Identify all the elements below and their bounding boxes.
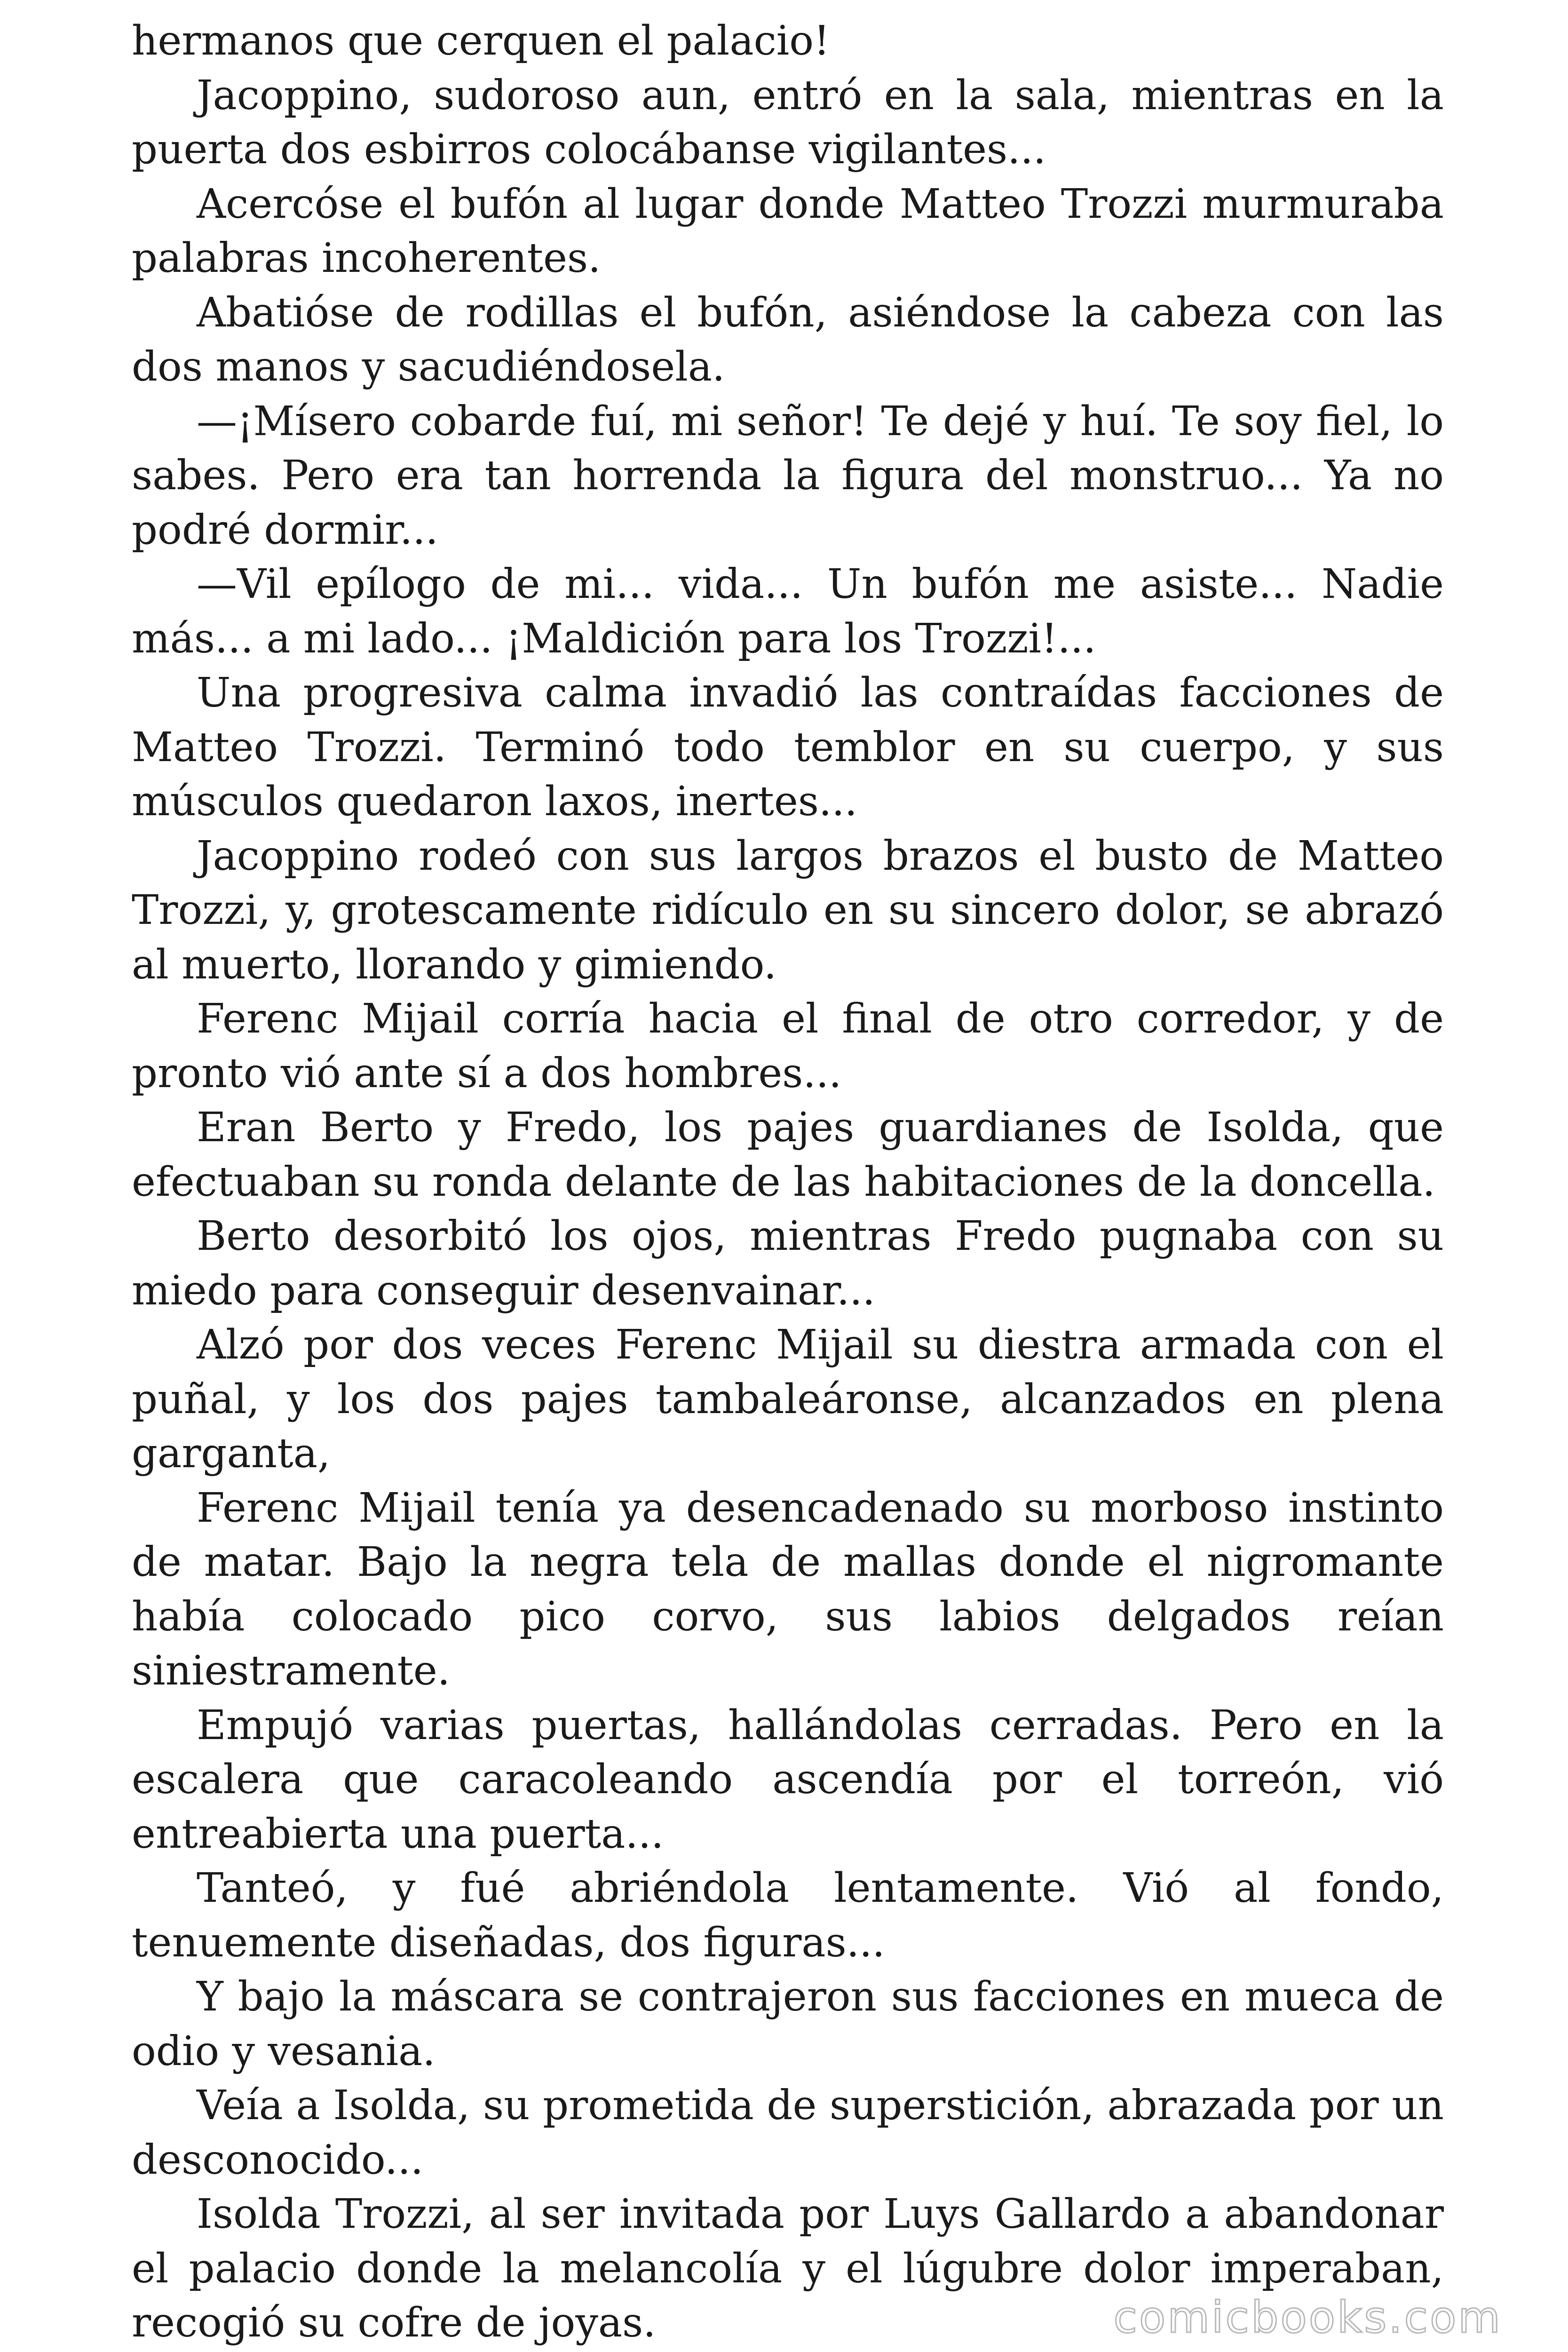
paragraph: —Vil epílogo de mi... vida... Un bufón me asiste... Nadie más... a mi lado... ¡Maldición para los Trozzi!... <box>132 561 1444 662</box>
paragraph: hermanos que cerquen el palacio! <box>132 17 830 64</box>
paragraph: Berto desorbitó los ojos, mientras Fredo pugnaba con su miedo para conseguir desenvainar... <box>132 1213 1444 1314</box>
paragraph: Ferenc Mijail corría hacia el final de otro corredor, y de pronto vió ante sí a dos hombres... <box>132 995 1444 1097</box>
paragraph: Alzó por dos veces Ferenc Mijail su diestra armada con el puñal, y los dos pajes tambaleáronse, alcanzados en plena garganta, <box>132 1321 1444 1477</box>
watermark: comicbooks.com <box>1113 2292 1502 2343</box>
paragraph: Abatióse de rodillas el bufón, asiéndose la cabeza con las dos manos y sacudiéndosela. <box>132 289 1444 390</box>
paragraph <box>132 2351 1444 2352</box>
paragraph: Acercóse el bufón al lugar donde Matteo Trozzi murmuraba palabras incoherentes. <box>132 180 1444 282</box>
paragraph: Una progresiva calma invadió las contraídas facciones de Matteo Trozzi. Terminó todo temblor en su cuerpo, y sus músculos quedaron laxos, inertes... <box>132 669 1444 825</box>
paragraph: Empujó varias puertas, hallándolas cerradas. Pero en la escalera que caracoleando ascendía por el torreón, vió entreabierta una puerta... <box>132 1701 1444 1858</box>
paragraph: —¡Mísero cobarde fuí, mi señor! Te dejé y huí. Te soy fiel, lo sabes. Pero era tan horrenda la figura del monstruo... Ya no podré dormir... <box>132 397 1444 554</box>
paragraph: Ferenc Mijail tenía ya desencadenado su morboso instinto de matar. Bajo la negra tela de mallas donde el nigromante había colocado pico corvo, sus labios delgados reían siniestramente. <box>132 1484 1444 1694</box>
paragraph: Tanteó, y fué abriéndola lentamente. Vió al fondo, tenuemente diseñadas, dos figuras... <box>132 1865 1444 1966</box>
paragraph: Veía a Isolda, su prometida de superstición, abrazada por un desconocido... <box>132 2082 1444 2184</box>
paragraph: Jacoppino rodeó con sus largos brazos el busto de Matteo Trozzi, y, grotescamente ridículo en su sincero dolor, se abrazó al muerto, llorando y gimiendo. <box>132 832 1444 988</box>
page-text <box>132 14 1444 2352</box>
paragraph: Isolda Trozzi, al ser invitada por Luys Gallardo a abandonar el palacio donde la melancolía y el lúgubre dolor imperaban, recogió su cofre de joyas. <box>132 2191 1444 2346</box>
paragraph: Jacoppino, sudoroso aun, entró en la sala, mientras en la puerta dos esbirros colocábanse vigilantes... <box>132 72 1444 173</box>
paragraph: Y bajo la máscara se contrajeron sus facciones en mueca de odio y vesania. <box>132 1973 1444 2075</box>
paragraph: Eran Berto y Fredo, los pajes guardianes de Isolda, que efectuaban su ronda delante de las habitaciones de la doncella. <box>132 1104 1444 1206</box>
